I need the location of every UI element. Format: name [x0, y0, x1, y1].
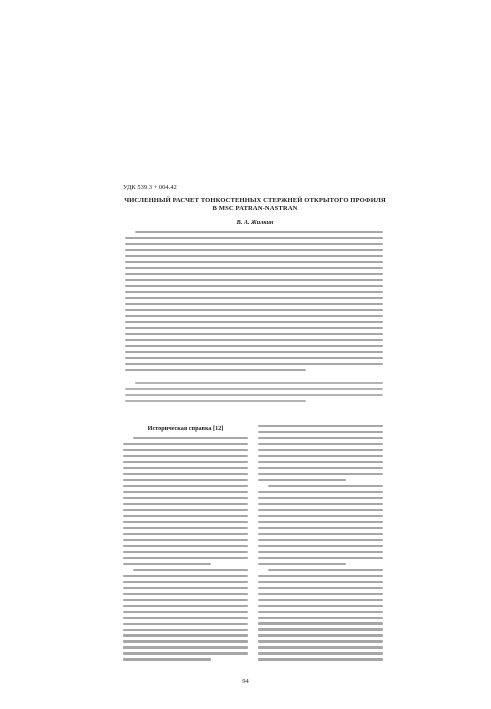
text-line: [125, 351, 383, 353]
text-line: [258, 611, 383, 613]
text-line: [258, 527, 383, 529]
text-line: [123, 593, 248, 595]
text-line: [125, 333, 383, 335]
text-line: [125, 279, 383, 281]
text-line: [123, 640, 248, 642]
text-line: [125, 309, 383, 311]
text-line: [123, 449, 248, 451]
text-line: [123, 611, 248, 613]
text-line: [258, 503, 383, 505]
text-line: [258, 479, 346, 481]
article-title-line-1: ЧИСЛЕННЫЙ РАСЧЕТ ТОНКОСТЕННЫХ СТЕРЖНЕЙ ОТКРЫТОГО ПРОФИЛЯ: [124, 197, 386, 204]
text-line: [258, 652, 383, 654]
article-title-line-2: В MSC PATRAN-NASTRAN: [212, 205, 298, 213]
text-line: [123, 575, 248, 577]
text-line: [123, 646, 248, 648]
text-line: [123, 539, 248, 541]
text-line: [123, 652, 248, 654]
text-line: [123, 587, 248, 589]
text-line: [123, 533, 248, 535]
text-line: [133, 569, 248, 571]
page-number: 94: [242, 678, 249, 685]
text-line: [258, 509, 383, 511]
text-line: [123, 527, 248, 529]
text-line: [125, 400, 306, 402]
text-line: [125, 345, 383, 347]
text-line: [123, 629, 248, 631]
text-line: [258, 575, 383, 577]
text-line: [125, 273, 383, 275]
text-line: [258, 587, 383, 589]
text-line: [258, 437, 383, 439]
text-line: [133, 437, 248, 439]
text-line: [125, 255, 383, 257]
article-title: [110, 197, 400, 213]
text-line: [123, 557, 248, 559]
text-line: [125, 297, 383, 299]
text-line: [123, 485, 248, 487]
text-line: [123, 479, 248, 481]
text-line: [125, 363, 383, 365]
text-line: [123, 581, 248, 583]
abstract-block: [125, 231, 383, 376]
text-line: [125, 267, 383, 269]
text-line: [125, 321, 383, 323]
text-line: [123, 509, 248, 511]
text-line: [258, 640, 383, 642]
text-line: [125, 291, 383, 293]
text-line: [258, 628, 383, 630]
section-heading-history: Историческая справка [12]: [147, 425, 224, 432]
text-line: [258, 622, 383, 624]
text-line: [258, 599, 383, 601]
text-line: [123, 563, 211, 565]
text-line: [268, 569, 383, 571]
text-line: [258, 455, 383, 457]
text-line: [123, 497, 248, 499]
text-line: [123, 515, 248, 517]
text-line: [125, 285, 383, 287]
text-line: [258, 473, 383, 475]
text-line: [123, 503, 248, 505]
text-line: [125, 369, 306, 371]
text-line: [123, 605, 248, 607]
text-line: [125, 249, 383, 251]
left-column-text-lines: [123, 437, 248, 664]
text-line: [123, 634, 248, 636]
text-line: [258, 449, 383, 451]
text-line: [258, 431, 383, 433]
text-line: [258, 521, 383, 523]
text-line: [123, 599, 248, 601]
text-line: [125, 357, 383, 359]
text-line: [258, 634, 383, 636]
text-line: [125, 261, 383, 263]
text-line: [258, 425, 383, 427]
text-line: [258, 497, 383, 499]
keywords-text-lines: [125, 382, 383, 406]
text-line: [125, 388, 383, 390]
text-line: [258, 557, 383, 559]
text-line: [125, 315, 383, 317]
text-line: [258, 658, 383, 660]
text-line: [125, 303, 383, 305]
text-line: [258, 533, 383, 535]
text-line: [258, 581, 383, 583]
text-line: [123, 617, 248, 619]
text-line: [258, 551, 383, 553]
text-line: [135, 231, 383, 233]
text-line: [123, 467, 248, 469]
text-line: [268, 485, 383, 487]
right-column-text-lines: [258, 425, 383, 664]
text-line: [258, 461, 383, 463]
text-line: [258, 617, 383, 619]
text-line: [258, 539, 383, 541]
text-line: [258, 515, 383, 517]
text-line: [123, 443, 248, 445]
text-line: [125, 339, 383, 341]
text-line: [125, 243, 383, 245]
text-line: [258, 605, 383, 607]
text-line: [258, 491, 383, 493]
text-line: [123, 545, 248, 547]
text-line: [123, 623, 248, 625]
right-text-column: [258, 425, 383, 665]
text-line: [258, 443, 383, 445]
text-line: [123, 491, 248, 493]
article-author: В. А. Жилкин: [236, 219, 274, 226]
text-line: [123, 551, 248, 553]
text-line: [123, 521, 248, 523]
udc-code: УДК 539.3 + 004.42: [123, 184, 177, 191]
text-line: [125, 237, 383, 239]
text-line: [258, 593, 383, 595]
text-line: [125, 394, 383, 396]
left-text-column: [123, 425, 248, 665]
text-line: [123, 461, 248, 463]
text-line: [258, 646, 383, 648]
text-line: [258, 467, 383, 469]
text-line: [258, 563, 346, 565]
text-line: [258, 545, 383, 547]
abstract-text-lines: [125, 231, 383, 375]
text-line: [123, 473, 248, 475]
keywords-block: [125, 382, 383, 404]
text-line: [135, 382, 383, 384]
text-line: [123, 658, 211, 660]
text-line: [125, 327, 383, 329]
text-line: [123, 455, 248, 457]
